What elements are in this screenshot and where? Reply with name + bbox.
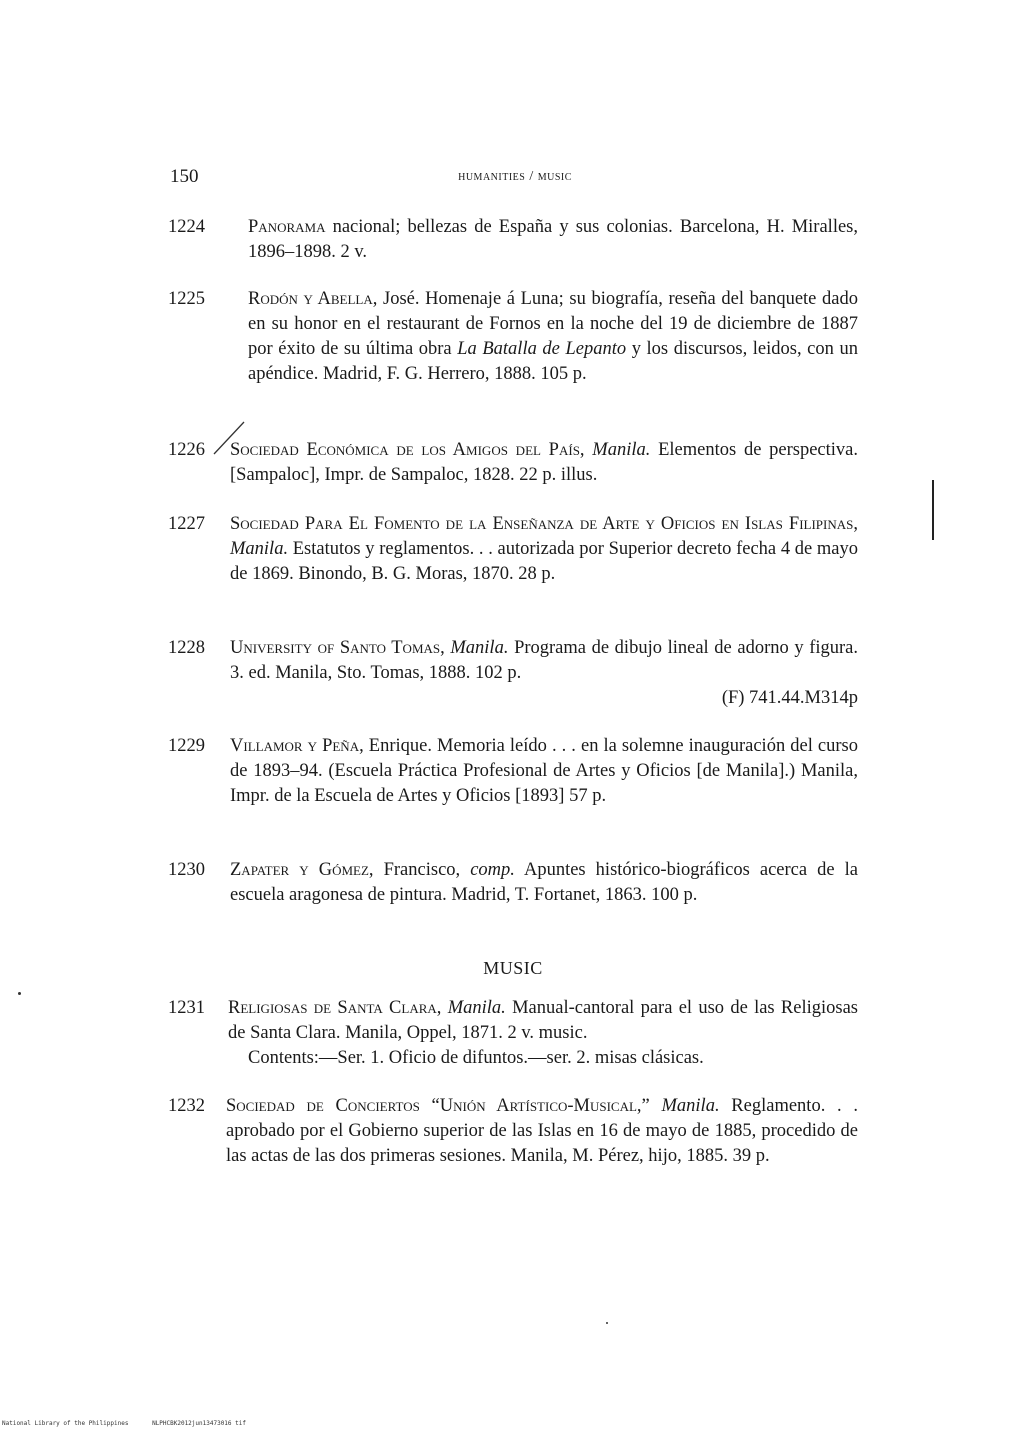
call-number: (F) 741.44.M314p bbox=[721, 688, 858, 708]
entry-author: Sociedad de Conciertos “Unión Artístico-Musical,” bbox=[226, 1096, 650, 1116]
scan-speck bbox=[606, 1322, 608, 1324]
entry-description: , Enrique. Memoria leído . . . en la solemne inauguración del curso de 1893–94. (Escuela Práctica Profesional de Artes y Oficios [de Manila].) Manila, Impr. de la Escuela de Artes y Oficios [1893] 57 p. bbox=[230, 736, 858, 806]
entry-number: 1226 bbox=[168, 440, 205, 460]
entry-text bbox=[248, 215, 858, 265]
entry-author: Panorama bbox=[248, 217, 326, 237]
entry-description: , José. Homenaje á Luna; su biografía, reseña del banquete dado en su honor en el restaurant de Fornos en la noche del 19 de diciembre de 1887 por éxito de su última obra bbox=[248, 289, 858, 359]
page-number: 150 bbox=[170, 166, 199, 187]
entry-author: Rodón y Abella bbox=[248, 289, 373, 309]
entry-number: 1232 bbox=[168, 1096, 205, 1116]
entry-1226 bbox=[168, 438, 858, 488]
page-header bbox=[170, 166, 860, 196]
entry-text bbox=[248, 287, 858, 387]
entry-1225 bbox=[168, 287, 858, 387]
entry-number: 1230 bbox=[168, 860, 205, 880]
entry-author: Sociedad Para El Fomento de la Enseñanza de Arte y Oficios en Islas Filipinas, bbox=[230, 514, 858, 534]
entry-text bbox=[228, 996, 858, 1071]
entry-number: 1228 bbox=[168, 638, 205, 658]
entry-1228 bbox=[168, 636, 858, 711]
entry-1227 bbox=[168, 512, 858, 587]
entry-place: Manila. bbox=[661, 1096, 720, 1116]
entry-author: Sociedad Económica de los Amigos del País, bbox=[230, 440, 585, 460]
entry-description-cont: Apuntes histórico-biográficos acerca de la escuela aragonesa de pintura. Madrid, T. Fortanet, 1863. 100 p. bbox=[230, 860, 858, 905]
entry-author: Zapater y Gómez bbox=[230, 860, 369, 880]
entry-place: Manila. bbox=[230, 539, 289, 559]
entry-comp: comp. bbox=[470, 860, 515, 880]
entry-description: nacional; bellezas de España y sus colonias. Barcelona, H. Miralles, 1896–1898. 2 v. bbox=[248, 217, 858, 262]
entry-author: University of Santo Tomas, bbox=[230, 638, 445, 658]
footer-library: National Library of the Philippines bbox=[2, 1420, 129, 1427]
entry-number: 1225 bbox=[168, 289, 205, 309]
entry-author: Villamor y Peña bbox=[230, 736, 360, 756]
margin-mark bbox=[932, 480, 934, 540]
entry-number: 1231 bbox=[168, 998, 205, 1018]
entry-description: Reglamento. . . aprobado por el Gobierno superior de las Islas en 16 de mayo de 1885, procedido de las actas de las dos primeras sesiones. Manila, M. Pérez, hijo, 1885. 39 p. bbox=[226, 1096, 858, 1166]
entry-contents: Contents:—Ser. 1. Oficio de difuntos.—ser. 2. misas clásicas. bbox=[248, 1048, 704, 1068]
entry-number: 1229 bbox=[168, 736, 205, 756]
entry-1224 bbox=[168, 215, 858, 265]
entry-text bbox=[230, 734, 858, 809]
running-head: humanities / music bbox=[458, 169, 572, 184]
entry-1229 bbox=[168, 734, 858, 809]
entry-description: Manual-cantoral para el uso de las Religiosas de Santa Clara. Manila, Oppel, 1871. 2 v. music. bbox=[228, 998, 859, 1043]
entry-text bbox=[230, 858, 858, 908]
entry-author: Religiosas de Santa Clara, bbox=[228, 998, 442, 1018]
entry-place: Manila. bbox=[447, 998, 506, 1018]
entry-1231 bbox=[168, 996, 858, 1071]
entry-text bbox=[230, 512, 858, 587]
entry-description: , Francisco, bbox=[368, 860, 471, 880]
section-heading: MUSIC bbox=[483, 958, 543, 978]
entry-title: La Batalla de Lepanto bbox=[457, 339, 627, 359]
scan-footer bbox=[2, 1420, 266, 1427]
scan-speck bbox=[18, 992, 21, 995]
entry-number: 1227 bbox=[168, 514, 205, 534]
entry-place: Manila. bbox=[450, 638, 509, 658]
footer-file-id: NLPHCBK2012jun13473016 tif bbox=[152, 1420, 246, 1427]
entry-1230 bbox=[168, 858, 858, 908]
entry-description: Estatutos y reglamentos. . . autorizada por Superior decreto fecha 4 de mayo de 1869. Binondo, B. G. Moras, 1870. 28 p. bbox=[230, 539, 858, 584]
entry-description: Elementos de perspectiva. [Sampaloc], Impr. de Sampaloc, 1828. 22 p. illus. bbox=[230, 440, 859, 485]
entry-place: Manila. bbox=[592, 440, 651, 460]
entry-description-cont: y los discursos, leidos, con un apéndice. Madrid, F. G. Herrero, 1888. 105 p. bbox=[248, 339, 858, 384]
entry-1232 bbox=[168, 1094, 858, 1169]
entry-number: 1224 bbox=[168, 217, 205, 237]
entry-text bbox=[226, 1094, 858, 1169]
entry-text bbox=[230, 438, 858, 488]
entry-text bbox=[230, 636, 858, 711]
entry-description: Programa de dibujo lineal de adorno y figura. 3. ed. Manila, Sto. Tomas, 1888. 102 p. bbox=[230, 638, 859, 683]
